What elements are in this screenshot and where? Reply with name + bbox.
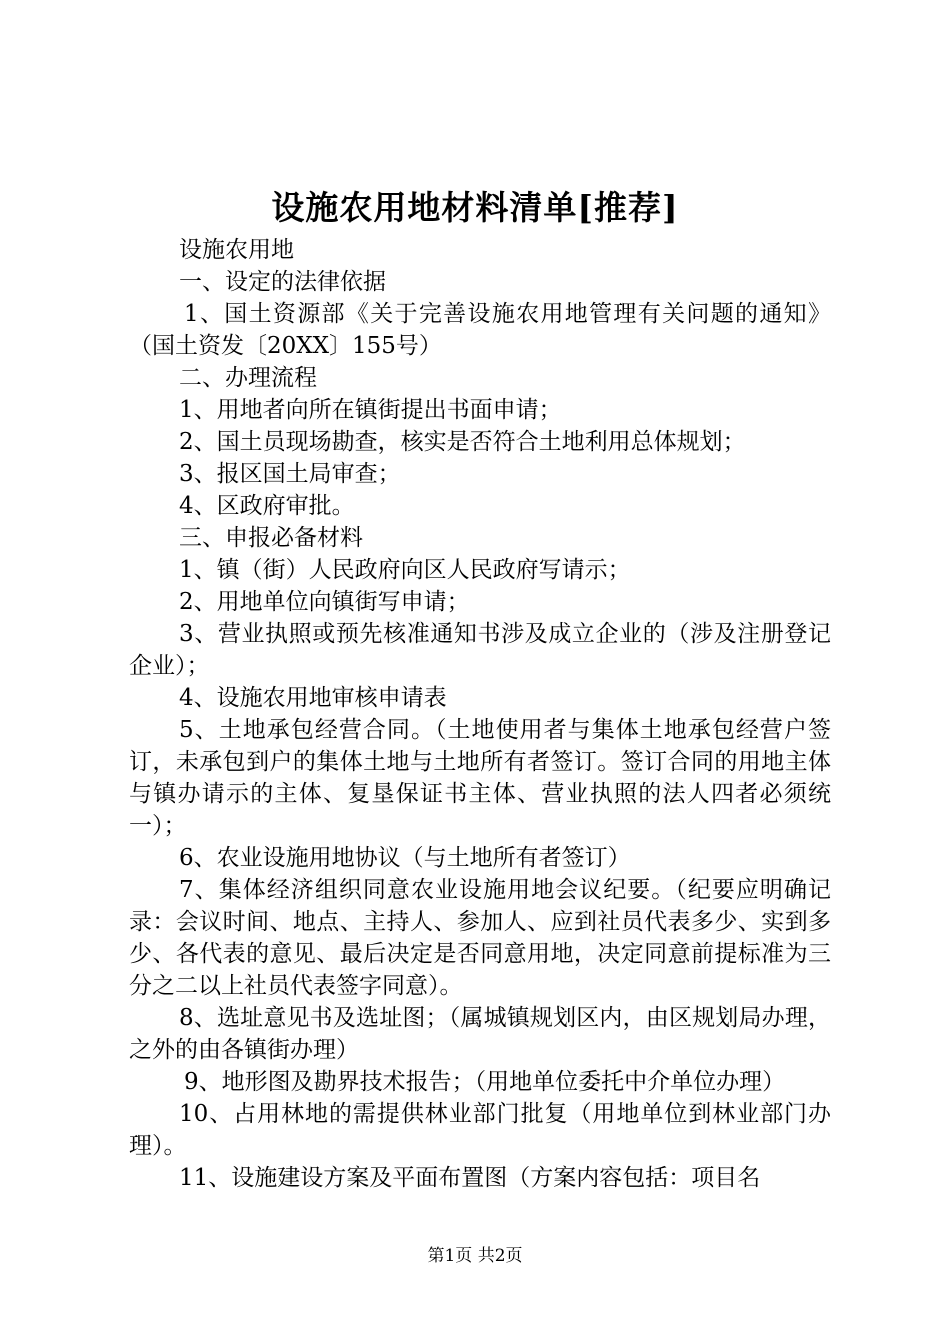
paragraph-materials-10: 10、占用林地的需提供林业部门批复（用地单位到林业部门办理）。 [129,1101,831,1159]
section-heading-process: 二、办理流程 [179,365,317,391]
page-footer: 第1页 共2页 [427,1246,523,1266]
paragraph-process-3: 3、报区国土局审查； [179,461,401,487]
paragraph-materials-6: 6、农业设施用地协议（与土地所有者签订） [179,845,631,871]
paragraph-process-2: 2、国土员现场勘查，核实是否符合土地利用总体规划； [179,429,746,455]
section-heading-legal-basis: 一、设定的法律依据 [179,269,386,295]
paragraph-process-4: 4、区政府审批。 [179,493,355,519]
paragraph-materials-1: 1、镇（街）人民政府向区人民政府写请示； [179,557,631,583]
paragraph-materials-7: 7、集体经济组织同意农业设施用地会议纪要。（纪要应明确记录：会议时间、地点、主持人、参加人、应到社员代表多少、实到多少、各代表的意见、最后决定是否同意用地，决定同意前提标准为三分之二以上社员代表签字同意）。 [129,877,831,999]
document-body [129,234,831,1194]
document-title: 设施农用地材料清单[推荐] [271,188,679,227]
paragraph-materials-2: 2、用地单位向镇街写申请； [179,589,470,615]
paragraph-materials-4: 4、设施农用地审核申请表 [179,685,447,711]
paragraph-materials-3: 3、营业执照或预先核准通知书涉及成立企业的（涉及注册登记企业）； [129,621,831,679]
paragraph-materials-5: 5、土地承包经营合同。（土地使用者与集体土地承包经营户签订，未承包到户的集体土地与土地所有者签订。签订合同的用地主体与镇办请示的主体、复垦保证书主体、营业执照的法人四者必须统一）； [129,717,831,839]
paragraph-process-1: 1、用地者向所在镇街提出书面申请； [179,397,562,423]
paragraph-materials-9: 9、地形图及勘界技术报告；（用地单位委托中介单位办理） [184,1069,786,1095]
paragraph-heading: 设施农用地 [179,237,294,263]
paragraph-legal-basis-1: 1、国土资源部《关于完善设施农用地管理有关问题的通知》（国土资发〔20XX〕155号） [129,301,831,359]
paragraph-materials-8: 8、选址意见书及选址图；（属城镇规划区内，由区规划局办理，之外的由各镇街办理） [129,1005,831,1063]
paragraph-materials-11: 11、设施建设方案及平面布置图（方案内容包括：项目名 [179,1165,761,1191]
section-heading-materials: 三、申报必备材料 [179,525,363,551]
